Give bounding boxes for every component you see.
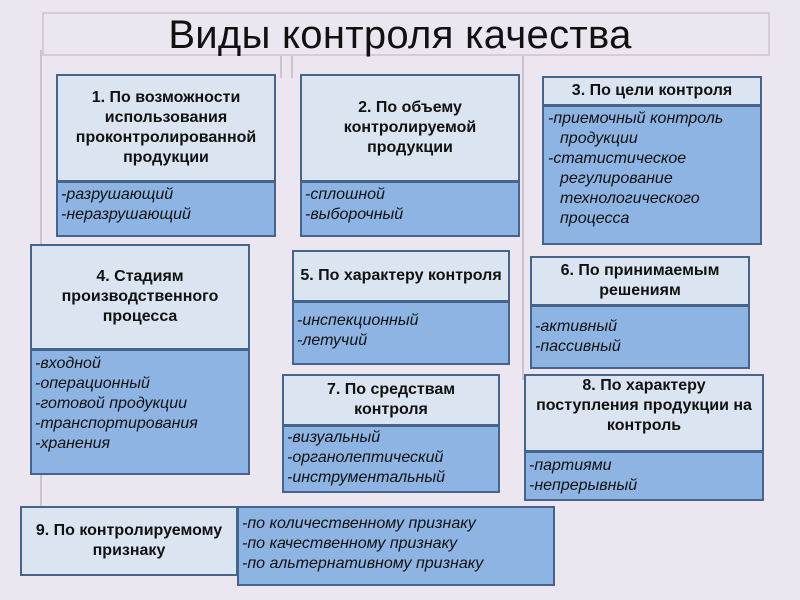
category-5-items [292,301,510,365]
list-item: -приемочный контроль продукции [548,110,724,147]
list-item: -сплошной [305,186,385,203]
category-2-heading: 2. По объему контролируемой продукции [300,74,520,182]
category-1-heading: 1. По возможности использования проконтролированной продукции [56,74,276,182]
category-8-heading: 8. По характеру поступления продукции на контроль [524,374,764,452]
category-3-heading: 3. По цели контроля [542,76,762,106]
list-item: -инструментальный [287,469,445,486]
list-item: -партиями [529,457,612,474]
list-item: -непрерывный [529,477,638,494]
list-item: -операционный [35,375,150,392]
list-item: -по альтернативному признаку [242,555,484,572]
list-item: -активный [535,318,618,335]
list-item: -по количественному признаку [242,515,476,532]
list-item: -готовой продукции [35,395,187,412]
category-8-items [524,451,764,501]
list-item: -визуальный [287,429,381,446]
list-item: -входной [35,355,101,372]
category-4-heading: 4. Стадиям производственного процесса [30,244,250,350]
category-7-items [282,425,500,493]
category-2-items [300,181,520,237]
list-item: -разрушающий [61,186,174,203]
page-title: Виды контроля качества [168,13,632,57]
list-item: -инспекционный [297,312,419,329]
list-item: -летучий [297,332,368,349]
category-7-heading: 7. По средствам контроля [282,374,500,426]
list-item: -выборочный [305,206,404,223]
category-6-heading: 6. По принимаемым решениям [530,256,750,306]
category-6-items [530,305,750,369]
list-item: -органолептический [287,449,444,466]
category-9-heading: 9. По контролируемому признаку [20,506,238,576]
connector-line [522,50,524,380]
list-item: -хранения [35,435,111,452]
category-4-items [30,349,250,475]
list-item: -неразрушающий [61,206,191,223]
category-9-items [237,506,555,586]
list-item: -по качественному признаку [242,535,458,552]
list-item: -транспортирования [35,415,198,432]
list-item: -пассивный [535,338,621,355]
category-1-items [56,181,276,237]
list-item: -статистическое регулирование технологического процесса [548,150,700,227]
category-3-items [542,105,762,245]
category-5-heading: 5. По характеру контроля [292,250,510,302]
